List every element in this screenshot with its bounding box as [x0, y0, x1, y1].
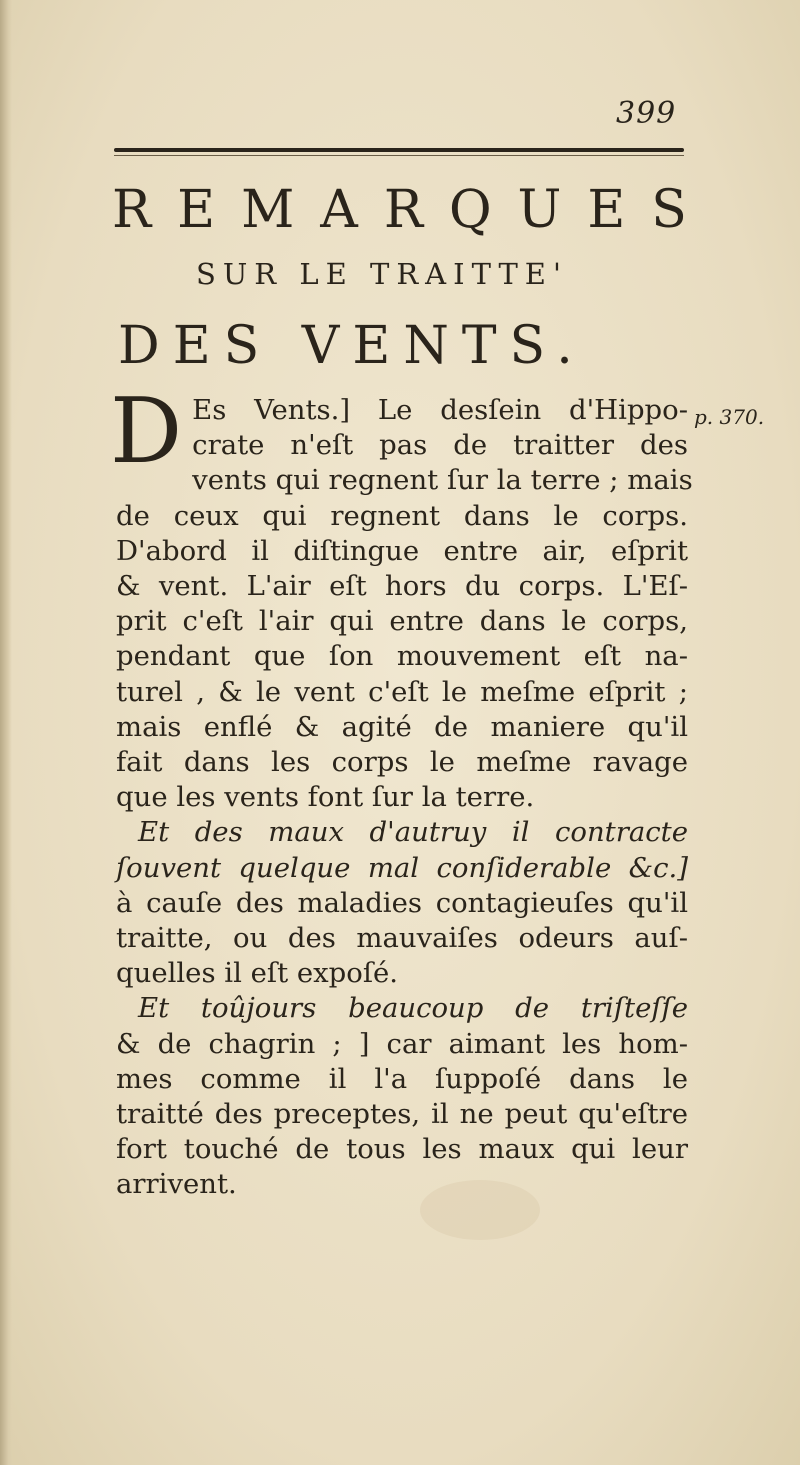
- text-line: vents qui regnent ſur la terre ; mais: [192, 464, 693, 497]
- text-line: traitté des preceptes, il ne peut qu'eſtre: [116, 1098, 688, 1131]
- text-line: pendant que ſon mouvement eſt na-: [116, 640, 688, 673]
- drop-capital: D: [110, 379, 183, 484]
- heading-sur-le-traitte: SUR LE TRAITTE': [196, 257, 568, 291]
- margin-reference: p. 370.: [694, 405, 765, 429]
- heading-letter: R: [383, 180, 423, 240]
- text-line: fort touché de tous les maux qui leur: [116, 1133, 688, 1166]
- heading-remarques: [112, 180, 687, 240]
- text-line: Es Vents.] Le desſein d'Hippo-: [192, 394, 688, 426]
- text-line: prit c'eſt l'air qui entre dans le corps,: [116, 605, 688, 638]
- heading-des-vents: DES VENTS.: [118, 316, 586, 376]
- heading-letter: U: [517, 180, 562, 240]
- page-gutter: [0, 0, 12, 1465]
- text-line: mais enflé & agité de maniere qu'il: [116, 710, 688, 743]
- text-line: Et toûjours beaucoup de triſteſſe: [138, 992, 688, 1025]
- text-line: D'abord il diſtingue entre air, eſprit: [116, 534, 688, 567]
- page-number: 399: [616, 96, 677, 131]
- heading-letter: M: [241, 180, 295, 240]
- text-line: traitte, ou des mauvaiſes odeurs auſ-: [116, 922, 688, 955]
- heading-letter: Q: [448, 180, 492, 240]
- text-line: quelles il eſt expoſé.: [116, 957, 399, 990]
- text-line: ſouvent quelque mal conſiderable &c.]: [116, 851, 688, 884]
- text-line: fait dans les corps le meſme ravage: [116, 746, 688, 779]
- text-line: turel , & le vent c'eſt le meſme eſprit ;: [116, 675, 688, 708]
- text-line: mes comme il l'a ſuppoſé dans le: [116, 1062, 688, 1095]
- header-rule-thin: [114, 155, 684, 156]
- text-line: & vent. L'air eſt hors du corps. L'Eſ-: [116, 570, 688, 603]
- body-text: [110, 379, 693, 1203]
- heading-letter: A: [320, 180, 358, 240]
- heading-letter: E: [587, 180, 626, 240]
- text-line: Et des maux d'autruy il contracte: [138, 816, 688, 849]
- heading-letter: E: [177, 180, 216, 240]
- text-line: arrivent.: [116, 1168, 237, 1201]
- heading-letter: S: [651, 180, 687, 240]
- header-rule: [114, 148, 684, 152]
- text-line: que les vents font ſur la terre.: [116, 781, 535, 814]
- text-line: de ceux qui regnent dans le corps.: [116, 499, 688, 532]
- heading-letter: R: [112, 180, 152, 240]
- text-line: crate n'eſt pas de traitter des: [192, 429, 688, 462]
- text-line: & de chagrin ; ] car aimant les hom-: [116, 1027, 688, 1060]
- text-line: à cauſe des maladies contagieuſes qu'il: [116, 886, 688, 919]
